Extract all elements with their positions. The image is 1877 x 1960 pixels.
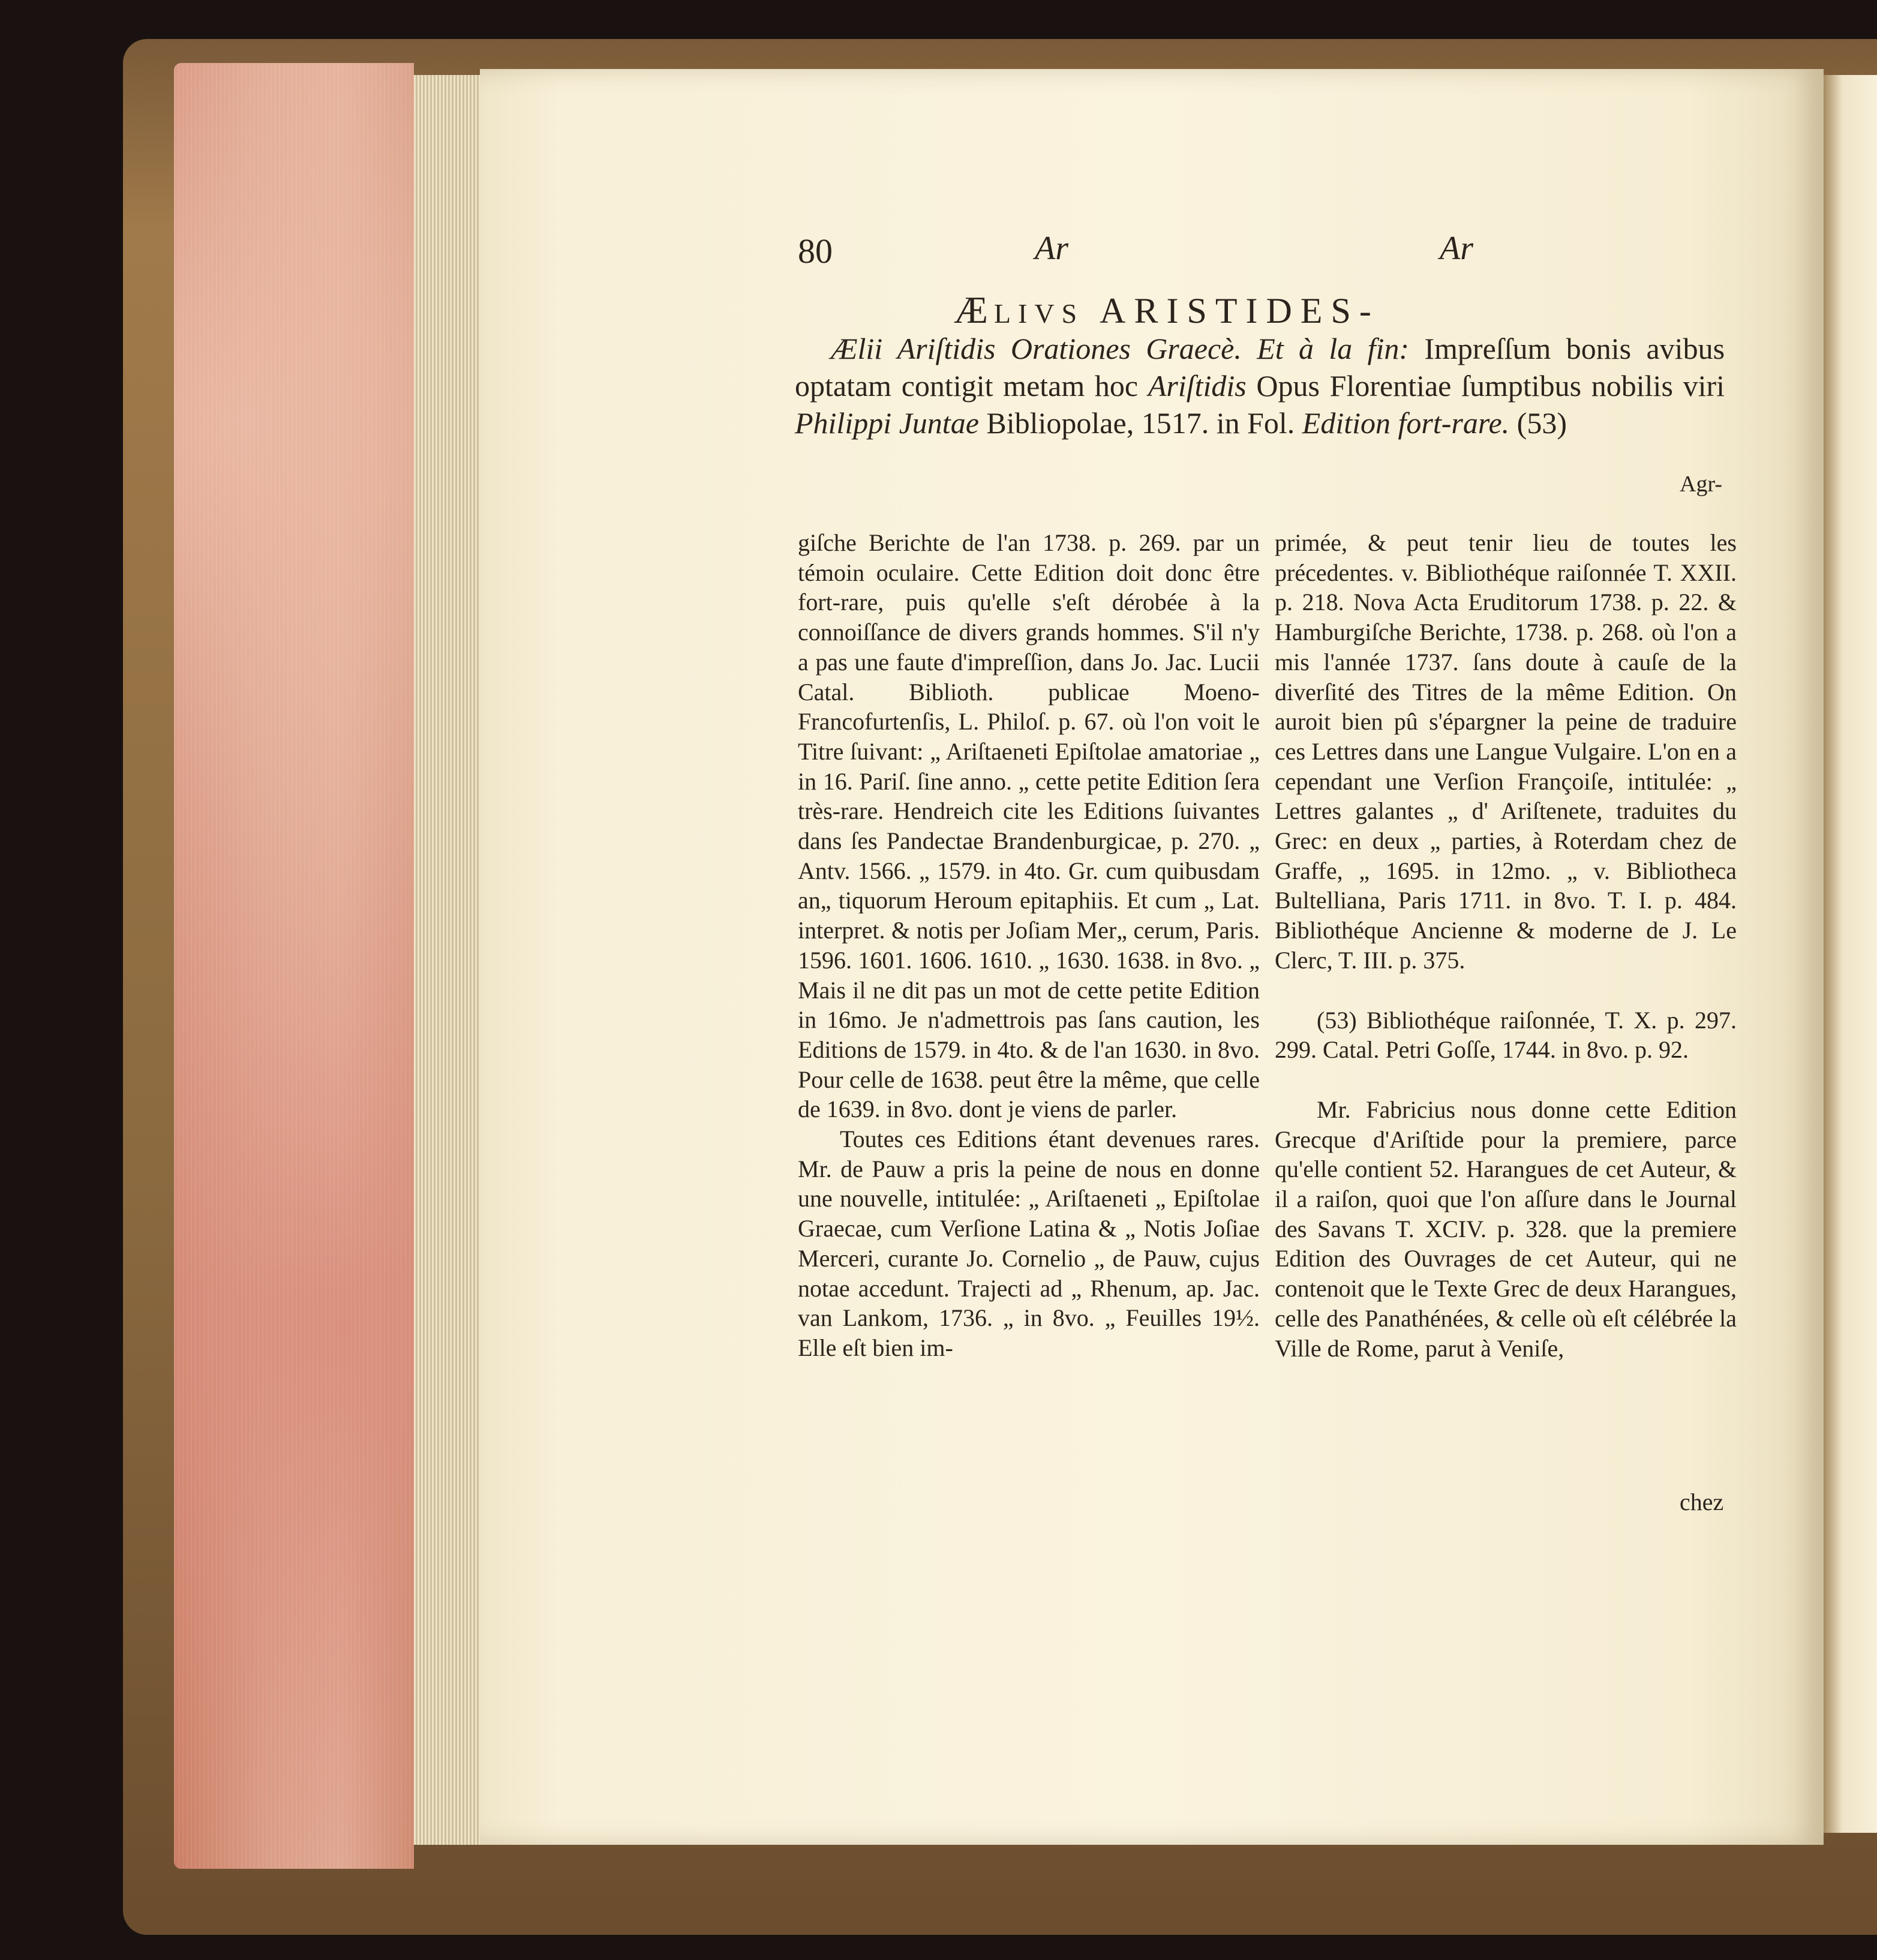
title-first: Æ bbox=[954, 289, 994, 331]
page-number: 80 bbox=[798, 232, 833, 271]
entry-note-ref: (53) bbox=[1516, 406, 1567, 440]
left-paragraph-2: Toutes ces Editions étant devenues rares. Mr. de Pauw a pris la peine de nous en donne une nouvelle, intitulée: „ Ariſtaeneti „ Epiſtolae Graecae, cum Verſione Latina & „ Notis Joſiae Merceri, curante Jo. Cornelio „ de Pauw, cujus notae accedunt. Trajecti ad „ Rhenum, ap. Jac. van Lankom, 1736. „ in 8vo. „ Feuilles 19½. Elle eſt bien im- bbox=[798, 1125, 1260, 1361]
running-head-left: Ar bbox=[1035, 230, 1068, 267]
catchword-top: Agr- bbox=[1680, 472, 1722, 497]
entry-philippi: Philippi Juntae bbox=[795, 406, 979, 440]
entry-main bbox=[795, 330, 1725, 442]
title-small-caps: LIVS bbox=[993, 298, 1085, 329]
entry-line1: Ælii Ariſtidis Orationes Graecè. bbox=[831, 332, 1242, 365]
left-column bbox=[798, 528, 1260, 1363]
entry-title bbox=[954, 288, 1380, 332]
right-paragraph-1: primée, & peut tenir lieu de toutes les précedentes. v. Bibliothéque raiſonnée T. XXII. p. 218. Nova Acta Eruditorum 1738. p. 22. & Hamburgiſche Berichte, 1738. p. 268. où l'on a mis l'année 1737. ſans doute à cauſe de la diverſité des Titres de la même Edition. On auroit bien pû s'épargner la peine de traduire ces Lettres dans une Langue Vulgaire. L'on en a cependant une Verſion Françoiſe, intitulée: „ Lettres galantes „ d' Ariſtenete, traduites du Grec: en deux „ parties, à Roterdam chez de Graffe, „ 1695. in 12mo. „ v. Bibliotheca Bultelliana, Paris 1711. in 8vo. T. I. p. 484. Bibliothéque Ancienne & moderne de J. Le Clerc, T. III. p. 375. bbox=[1275, 529, 1737, 974]
right-paragraph-2: Mr. Fabricius nous donne cette Edition Grecque d'Ariſtide pour la premiere, parce qu'elle contient 52. Harangues de cet Auteur, & il a raiſon, quoi que l'on aſſure dans le Journal des Savans T. XCIV. p. 328. que la premiere Edition des Ouvrages de cet Auteur, qui ne contenoit que le Texte Grec de deux Harangues, celle des Panathénées, & celle où eſt célébrée la Ville de Rome, parut à Veniſe, bbox=[1275, 1095, 1737, 1362]
entry-opus: Opus Florentiae ſumptibus nobilis viri bbox=[1256, 369, 1725, 403]
right-column bbox=[1275, 528, 1737, 1363]
entry-edition: Edition fort-rare. bbox=[1302, 406, 1510, 440]
entry-aristidis: Ariſtidis bbox=[1148, 369, 1247, 403]
left-paragraph-1: giſche Berichte de l'an 1738. p. 269. par un témoin oculaire. Cette Edition doit donc être fort-rare, puis qu'elle s'eſt dérobée à la connoiſſance de divers grands hommes. S'il n'y a pas une faute d'impreſſion, dans Jo. Jac. Lucii Catal. Biblioth. publicae Moeno-Francofurtenſis, L. Philoſ. p. 67. où l'on voit le Titre ſuivant: „ Ariſtaeneti Epiſtolae amatoriae „ in 16. Pariſ. ſine anno. „ cette petite Edition ſera très-rare. Hendreich cite les Editions ſuivantes dans ſes Pandectae Brandenburgicae, p. 270. „ Antv. 1566. „ 1579. in 4to. Gr. cum quibusdam an„ tiquorum Heroum epitaphiis. Et cum „ Lat. interpret. & notis per Joſiam Mer„ cerum, Paris. 1596. 1601. 1606. 1610. „ 1630. 1638. in 8vo. „ Mais il ne dit pas un mot de cette petite Edition in 16mo. Je n'admettrois pas ſans caution, les Editions de 1579. in 4to. & de l'an 1630. in 8vo. Pour celle de 1638. peut être la même, que celle de 1639. in 8vo. dont je viens de parler. bbox=[798, 529, 1260, 1123]
entry-bibliopolae: Bibliopolae, 1517. in Fol. bbox=[986, 406, 1295, 440]
entry-et-a-la-fin: Et à la fin: bbox=[1257, 332, 1410, 365]
page-edges bbox=[414, 75, 480, 1845]
footnote-53: (53) Bibliothéque raiſonnée, T. X. p. 297. 299. Catal. Petri Goſſe, 1744. in 8vo. p. 92. bbox=[1275, 1006, 1737, 1064]
catchword-bottom: chez bbox=[1680, 1488, 1724, 1515]
facing-page-edge bbox=[1824, 75, 1877, 1833]
title-name: ARISTIDES- bbox=[1100, 291, 1380, 331]
running-head-right: Ar bbox=[1440, 230, 1473, 267]
page-edge-block bbox=[174, 63, 414, 1869]
entry-line1-rest: Impreſſum bonis avibus optatam contigit metam hoc bbox=[795, 332, 1725, 403]
